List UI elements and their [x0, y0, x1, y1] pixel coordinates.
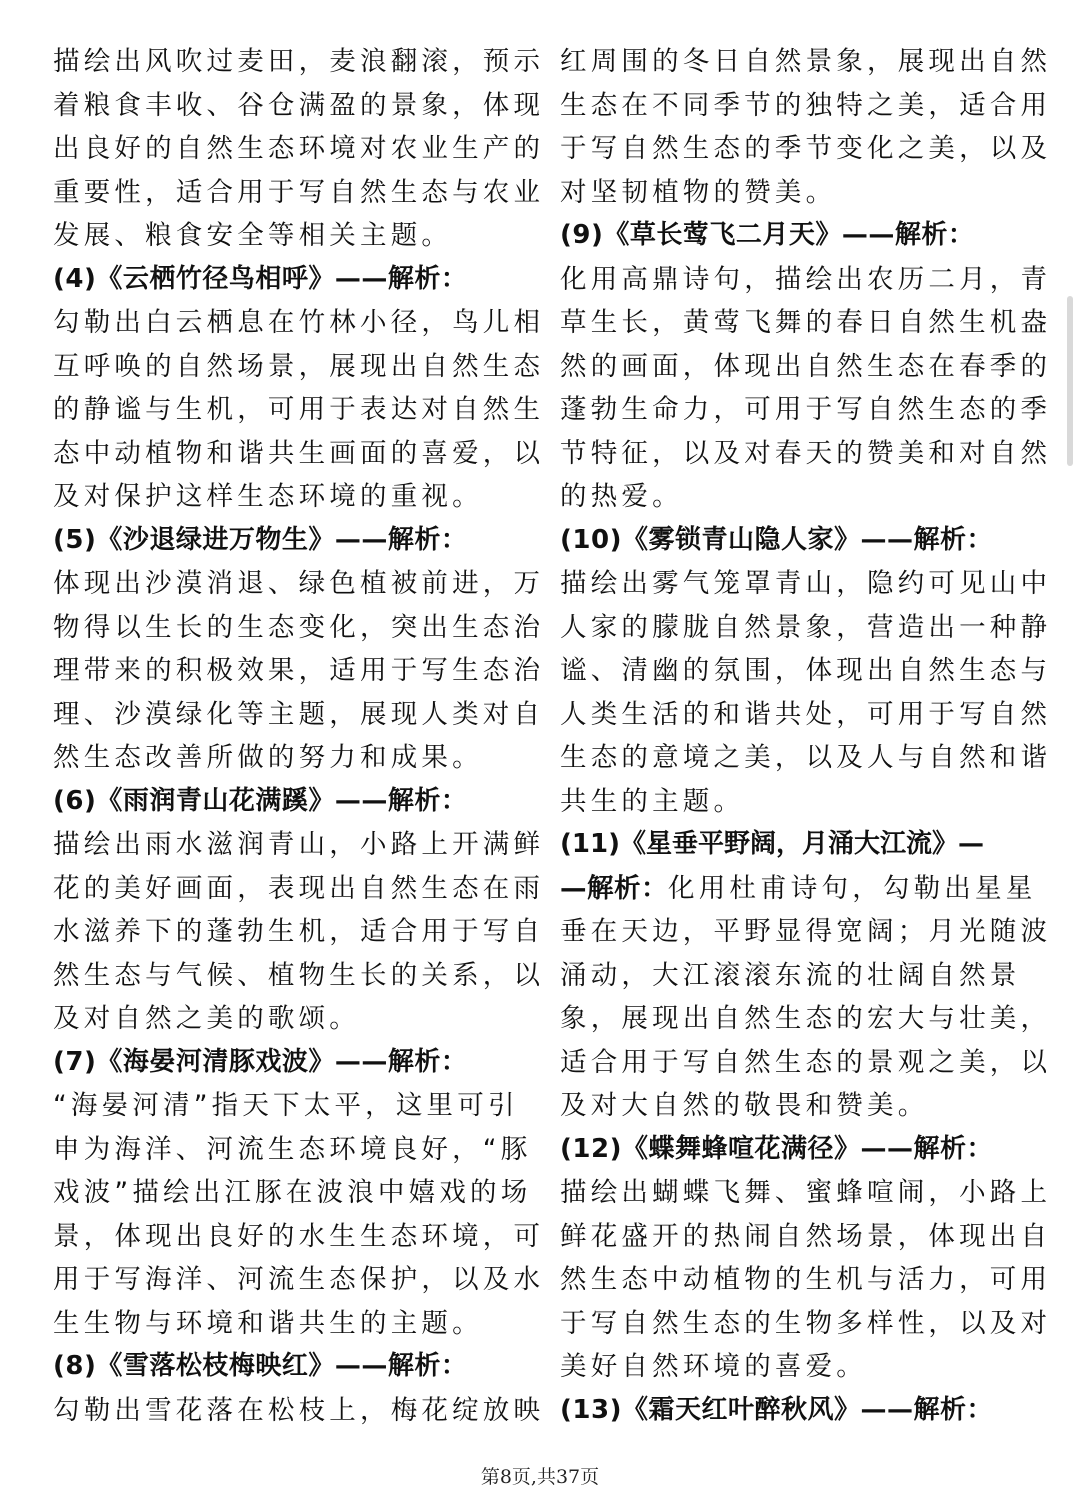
- text-line: 水滋养下的蓬勃生机，适合用于写自: [53, 916, 545, 947]
- text-line: 发展、粮食安全等相关主题。: [53, 220, 453, 251]
- section-heading: (13)《霜天红叶醉秋风》——解析：: [560, 1394, 993, 1425]
- text-line: 的热爱。: [560, 481, 683, 512]
- text-line: 着粮食丰收、谷仓满盈的景象，体现: [53, 89, 545, 121]
- text-line: 草生长，黄莺飞舞的春日自然生机盎: [560, 307, 1052, 338]
- text-line: 于写自然生态的季节变化之美，以及: [560, 133, 1052, 164]
- text-line: 理、沙漠绿化等主题，展现人类对自: [53, 698, 545, 730]
- section-heading: (7)《海晏河清豚戏波》——解析：: [53, 1046, 468, 1077]
- text-line-body: 化用杜甫诗句，勾勒出星星: [668, 872, 1037, 904]
- text-line: 描绘出蝴蝶飞舞、蜜蜂喧闹，小路上: [560, 1177, 1052, 1208]
- text-line: 的静谧与生机，可用于表达对自然生: [53, 394, 545, 425]
- text-line: [560, 867, 1037, 911]
- scrollbar-thumb[interactable]: [1067, 296, 1073, 466]
- text-line: 花的美好画面，表现出自然生态在雨: [53, 872, 545, 904]
- text-line: 然的画面，体现出自然生态在春季的: [560, 350, 1052, 382]
- text-line: 重要性，适合用于写自然生态与农业: [53, 176, 545, 208]
- text-line: 节特征，以及对春天的赞美和对自然: [560, 437, 1052, 469]
- text-line: 生态的意境之美，以及人与自然和谐: [560, 742, 1052, 773]
- text-line: 申为海洋、河流生态环境良好，“豚: [53, 1133, 532, 1165]
- text-line: 然生态改善所做的努力和成果。: [53, 742, 483, 773]
- section-heading: (9)《草长莺飞二月天》——解析：: [560, 220, 975, 250]
- text-line: 生态在不同季节的独特之美，适合用: [560, 89, 1052, 121]
- text-line: 谧、清幽的氛围，体现出自然生态与: [560, 655, 1052, 686]
- text-line: 戏波”描绘出江豚在波浪中嬉戏的场: [53, 1177, 532, 1208]
- text-line: 人类生活的和谐共处，可用于写自然: [560, 698, 1052, 730]
- section-heading: (5)《沙退绿进万物生》——解析：: [53, 524, 468, 555]
- section-heading: (11)《星垂平野阔，月涌大江流》—: [560, 829, 984, 859]
- text-line: 描绘出雨水滋润青山，小路上开满鲜: [53, 829, 545, 860]
- text-line: 化用高鼎诗句，描绘出农历二月，青: [560, 263, 1052, 295]
- text-line: 蓬勃生命力，可用于写自然生态的季: [560, 394, 1052, 425]
- text-line: 理带来的积极效果，适用于写生态治: [53, 655, 545, 686]
- text-line: 生生物与环境和谐共生的主题。: [53, 1307, 483, 1339]
- text-line: 及对大自然的敬畏和赞美。: [560, 1090, 929, 1121]
- section-heading: (12)《蝶舞蜂喧花满径》——解析：: [560, 1133, 993, 1164]
- text-line: 物得以生长的生态变化，突出生态治: [53, 611, 545, 643]
- text-line: 然生态与气候、植物生长的关系，以: [53, 959, 545, 991]
- heading-continuation: —解析：: [560, 872, 668, 904]
- text-line: 红周围的冬日自然景象，展现出自然: [560, 46, 1052, 77]
- section-heading: (10)《雾锁青山隐人家》——解析：: [560, 524, 993, 555]
- text-line: 态中动植物和谐共生画面的喜爱，以: [53, 437, 545, 469]
- left-column: [53, 40, 545, 1432]
- section-heading: (4)《云栖竹径鸟相呼》——解析：: [53, 263, 468, 294]
- text-line: 体现出沙漠消退、绿色植被前进，万: [53, 568, 545, 599]
- text-line: 涌动，大江滚滚东流的壮阔自然景: [560, 959, 1021, 991]
- text-line: 描绘出雾气笼罩青山，隐约可见山中: [560, 568, 1052, 599]
- text-line: 鲜花盛开的热闹自然场景，体现出自: [560, 1220, 1052, 1252]
- text-line: 人家的朦胧自然景象，营造出一种静: [560, 611, 1052, 643]
- text-line: 景，体现出良好的水生生态环境，可: [53, 1220, 545, 1252]
- text-line: 适合用于写自然生态的景观之美，以: [560, 1046, 1052, 1078]
- text-line: 互呼唤的自然场景，展现出自然生态: [53, 350, 545, 382]
- text-line: 用于写海洋、河流生态保护，以及水: [53, 1264, 545, 1295]
- page-number-footer: 第8页,共37页: [480, 1466, 600, 1488]
- text-line: 描绘出风吹过麦田，麦浪翻滚，预示: [53, 46, 545, 77]
- text-line: 垂在天边，平野显得宽阔；月光随波: [560, 916, 1052, 947]
- text-line: 及对自然之美的歌颂。: [53, 1003, 360, 1034]
- text-line: “海晏河清”指天下太平，这里可引: [53, 1090, 519, 1121]
- text-line: 勾勒出雪花落在松枝上，梅花绽放映: [53, 1394, 545, 1426]
- section-heading: (8)《雪落松枝梅映红》——解析：: [53, 1351, 468, 1381]
- text-line: 勾勒出白云栖息在竹林小径，鸟儿相: [53, 307, 545, 338]
- text-line: 然生态中动植物的生机与活力，可用: [560, 1264, 1052, 1295]
- text-line: 对坚韧植物的赞美。: [560, 176, 837, 208]
- text-line: 象，展现出自然生态的宏大与壮美，: [560, 1003, 1052, 1034]
- section-heading: (6)《雨润青山花满蹊》——解析：: [53, 785, 468, 816]
- text-line: 于写自然生态的生物多样性，以及对: [560, 1307, 1052, 1339]
- text-line: 共生的主题。: [560, 785, 745, 817]
- text-line: 出良好的自然生态环境对农业生产的: [53, 133, 545, 164]
- right-column: [560, 40, 1052, 1432]
- text-line: 及对保护这样生态环境的重视。: [53, 481, 483, 512]
- text-line: 美好自然环境的喜爱。: [560, 1351, 867, 1382]
